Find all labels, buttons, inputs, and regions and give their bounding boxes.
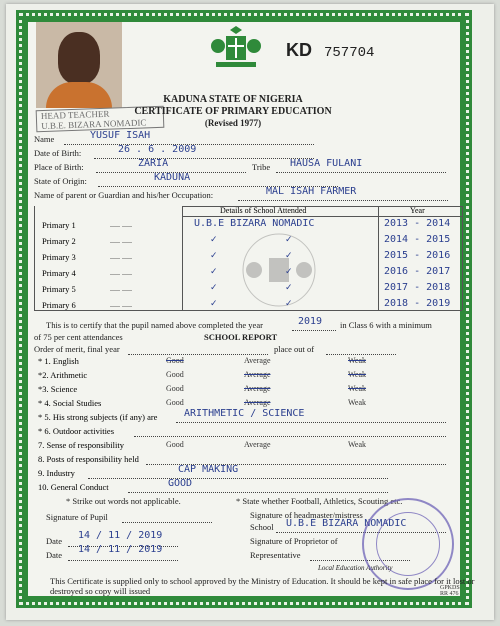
industry-value: CAP MAKING bbox=[178, 464, 239, 475]
primary-4-label: Primary 4 bbox=[42, 268, 76, 278]
strong-subjects-value: ARITHMETIC / SCIENCE bbox=[184, 408, 305, 419]
tribe-value: HAUSA FULANI bbox=[290, 158, 363, 169]
order-of-merit-label: Order of merit, final year bbox=[34, 344, 120, 354]
state-note: * State whether Football, Athletics, Scouting etc. bbox=[236, 496, 403, 506]
date-value-1: 14 / 11 / 2019 bbox=[78, 530, 163, 541]
details-header: Details of School Attended bbox=[220, 206, 307, 215]
name-value: YUSUF ISAH bbox=[90, 130, 151, 141]
state-origin-label: State of Origin: bbox=[34, 176, 87, 186]
footer-note: This Certificate is supplied only to school approved by the Ministry of Education. It should be kept in safe place for it lost or destroyed so copy will issued bbox=[50, 576, 475, 596]
revision-note: (Revised 1977) bbox=[204, 118, 262, 128]
primary-3-label: Primary 3 bbox=[42, 252, 76, 262]
primary-1-label: Primary 1 bbox=[42, 220, 76, 230]
year-2-value: 2014 - 2015 bbox=[384, 234, 451, 245]
year-header: Year bbox=[410, 206, 425, 215]
school-label: School bbox=[250, 522, 274, 532]
date-label-2: Date bbox=[46, 550, 63, 560]
head-teacher-stamp: HEAD TEACHER U.B.E. BIZARA NOMADIC bbox=[36, 106, 165, 132]
conduct-value: GOOD bbox=[168, 478, 193, 489]
lea-label: Local Education Authority bbox=[318, 564, 393, 572]
primary-6-label: Primary 6 bbox=[42, 300, 76, 310]
representative-label: Representative bbox=[250, 550, 301, 560]
pob-value: ZARIA bbox=[138, 158, 169, 169]
year-6-value: 2018 - 2019 bbox=[384, 298, 451, 309]
dob-label: Date of Birth: bbox=[34, 148, 82, 158]
subject-science: *3. Science bbox=[38, 384, 78, 394]
coat-of-arms-icon bbox=[208, 26, 264, 70]
head-signature-label: Signature of headmaster/mistress bbox=[250, 510, 363, 520]
form-code: GPKDS RR 476 bbox=[440, 585, 460, 597]
school-name-value: U.B.E BIZARA NOMADIC bbox=[194, 218, 315, 229]
outdoor-label: * 6. Outdoor activities bbox=[38, 426, 115, 436]
conduct-label: 10. General Conduct bbox=[38, 482, 109, 492]
serial-number: KD 757704 bbox=[286, 40, 375, 61]
sense-label: 7. Sense of responsibility bbox=[38, 440, 124, 450]
strong-subjects-label: * 5. His strong subjects (if any) are bbox=[38, 412, 158, 422]
year-1-value: 2013 - 2014 bbox=[384, 218, 451, 229]
proprietor-label: Signature of Proprietor of bbox=[250, 536, 338, 546]
pob-label: Place of Birth: bbox=[34, 162, 84, 172]
name-label: Name bbox=[34, 134, 55, 144]
date-label-1: Date bbox=[46, 536, 63, 546]
state-title: KADUNA STATE OF NIGERIA bbox=[163, 94, 303, 105]
subject-english: * 1. English bbox=[38, 356, 79, 366]
school-report-heading: SCHOOL REPORT bbox=[204, 332, 278, 342]
year-5-value: 2017 - 2018 bbox=[384, 282, 451, 293]
posts-label: 8. Posts of responsibility held bbox=[38, 454, 139, 464]
place-out-of-label: place out of bbox=[274, 344, 315, 354]
year-4-value: 2016 - 2017 bbox=[384, 266, 451, 277]
certify-text-3: of 75 per cent attendances bbox=[34, 332, 123, 342]
certify-text: This is to certify that the pupil named above completed the year bbox=[46, 320, 263, 330]
parent-value: MAL ISAH FARMER bbox=[266, 186, 357, 197]
year-3-value: 2015 - 2016 bbox=[384, 250, 451, 261]
primary-5-label: Primary 5 bbox=[42, 284, 76, 294]
pupil-signature-label: Signature of Pupil bbox=[46, 512, 108, 522]
school-value: U.B.E BIZARA NOMADIC bbox=[286, 518, 407, 529]
dob-value: 26 . 6 . 2009 bbox=[118, 144, 197, 155]
subject-social-studies: * 4. Social Studies bbox=[38, 398, 102, 408]
subject-arithmetic: *2. Arithmetic bbox=[38, 370, 88, 380]
certify-text-2: in Class 6 with a minimum bbox=[340, 320, 432, 330]
certificate-title: CERTIFICATE OF PRIMARY EDUCATION bbox=[134, 106, 332, 117]
certificate-border: HEAD TEACHER U.B.E. BIZARA NOMADIC KD 757704 KADUNA STATE OF NIGERIA CERTIFICATE OF PRIMARY EDUCATION (Revised 1977) Name YUSUF ISAH Date of Birth: 26 . 6 . 2009 Place of Birth: ZARIA Tribe HAUSA FULANI State of Origin: KADUNA Name of parent or Guardian and his/her Occupation: MAL ISAH FARMER Details of School Attended Year U.B.E BIZARA NOMADIC Primary 1 Primary 2 Primary 3 Primary 4 Primary 5 Primary 6 ..... ..... ..... ..... ..... ..... ..... ..... ..... ..... ..... ..... ✓ ✓ ✓ ✓ ✓ ✓ ✓ ✓ ✓ ✓ 2013 - 2014 2014 - 2015 2015 - 2016 2016 - 2017 2017 - 2018 2018 - 2019 This is to certify that the pupil named above completed the year 2019 in Class 6 with a minimum of 75 per cent attendances SCHOOL REPORT Order of merit, final year place out of * 1. English Good Average Weak *2. Arithmetic Good Average Weak *3. Science Good Average Weak * 4. Social Studies Good Average Weak * 5. His strong subjects (if any) are ARITHMETIC / SCIENCE * 6. Outdoor activities 7. Sense of responsibility Good Average Weak 8. Posts of responsibility held 9. Industry CAP MAKING 10. General Conduct GOOD * Strike out words not applicable. * State whether Football, Athletics, Scouting etc. Signature of Pupil Signature of headmaster/mistress School U.B.E BIZARA NOMADIC Date 14 / 11 / 2019 Signature of Proprietor of Date 14 / 11 / 2019 Representative Local Education Authority This Certificate is supplied only to school approved by the Ministry of Education. It should be kept in safe place for it lost or destroyed so copy will issued GPKDS RR 476 bbox=[16, 10, 472, 608]
state-origin-value: KADUNA bbox=[154, 172, 191, 183]
certificate-page bbox=[6, 4, 494, 620]
school-attended-table: Details of School Attended Year U.B.E BIZARA NOMADIC Primary 1 Primary 2 Primary 3 Primary 4 Primary 5 Primary 6 ..... ..... ..... ..... ..... ..... ..... ..... ..... ..... ..... ..... ✓ ✓ ✓ ✓ ✓ ✓ ✓ ✓ ✓ ✓ 2013 - 2014 2014 - 2015 2015 - 2016 2016 - 2017 2017 - 2018 2018 - 2019 bbox=[34, 206, 462, 310]
parent-label: Name of parent or Guardian and his/her Occupation: bbox=[34, 190, 214, 200]
completed-year-value: 2019 bbox=[298, 316, 323, 327]
strike-note: * Strike out words not applicable. bbox=[66, 496, 181, 506]
industry-label: 9. Industry bbox=[38, 468, 75, 478]
tribe-label: Tribe bbox=[252, 162, 271, 172]
date-value-2: 14 / 11 / 2019 bbox=[78, 544, 163, 555]
primary-2-label: Primary 2 bbox=[42, 236, 76, 246]
